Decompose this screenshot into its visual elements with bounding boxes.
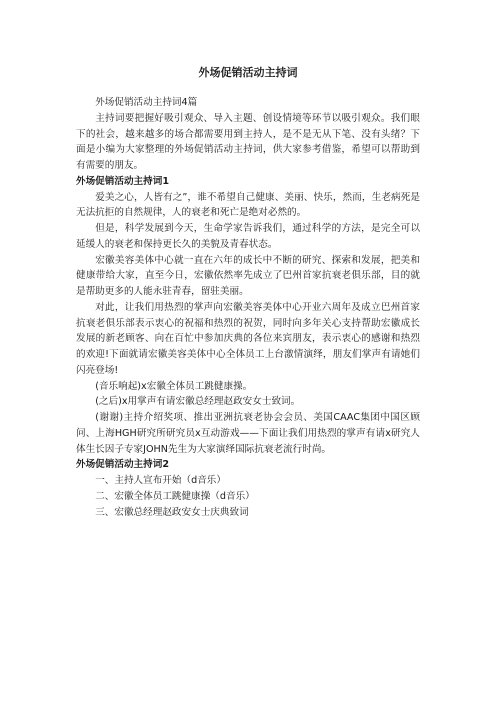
paragraph: (音乐响起)x宏徽全体员工跳健康操。 [95,380,253,392]
section-heading-1: 外场促销活动主持词1 [76,175,170,187]
paragraph: 宏徽美容美体中心就一直在六年的成长中不断的研究、探索和发展，把美和健康带给大家，直至今日，宏徽依然率先成立了巴州首家抗衰老俱乐部，目的就是帮助更多的人能永驻青春，留驻美丽。 [76,254,420,297]
document-title: 外场促销活动主持词 [198,66,298,79]
paragraph: (之后)x用掌声有请宏徽总经理赵政安女士致词。 [95,396,301,408]
intro-paragraph: 主持词要把握好吸引观众、导入主题、创设情境等环节以吸引观众。我们眼下的社会，越来越多的场合都需要用到主持人，是不是无从下笔、没有头绪？下面是小编为大家整理的外场促销活动主持词，供大家参考借鉴，希望可以帮助到有需要的朋友。 [76,112,420,171]
paragraph: 爱美之心，人皆有之”，谁不希望自己健康、美丽、快乐，然而，生老病死是无法抗拒的自然规律，人的衰老和死亡是绝对必然的。 [76,191,420,219]
document-body [76,95,420,520]
list-item: 二、宏徽全体员工跳健康操（d音乐） [95,490,255,502]
paragraph: 对此，让我们用热烈的掌声向宏徽美容美体中心开业六周年及成立巴州首家抗衰老俱乐部表示衷心的祝福和热烈的祝贺，同时向多年关心支持帮助宏徽成长发展的新老顾客、向在百忙中参加庆典的各位来宾朋友，表示衷心的感谢和热烈的欢迎!下面就请宏徽美容美体中心全体员工上台激情演绎，朋友们掌声有请她们闪亮登场! [76,301,420,376]
paragraph: (谢谢)主持介绍奖项、推出亚洲抗衰老协会会员、美国CAAC集团中国区顾问、上海HGH研究所研究员x互动游戏——下面让我们用热烈的掌声有请x研究人体生长因子专家JOHN先生为大家演绎国际抗衰老流行时尚。 [76,412,420,455]
list-item: 一、主持人宣布开始（d音乐） [95,475,226,486]
paragraph: 但是，科学发展到今天，生命学家告诉我们，通过科学的方法，是完全可以延缓人的衰老和保持更长久的美貌及青春状态。 [76,223,420,250]
section-heading-2: 外场促销活动主持词2 [76,459,170,471]
list-item: 三、宏徽总经理赵政安女士庆典致词 [95,506,249,518]
subtitle: 外场促销活动主持词4篇 [95,97,198,108]
